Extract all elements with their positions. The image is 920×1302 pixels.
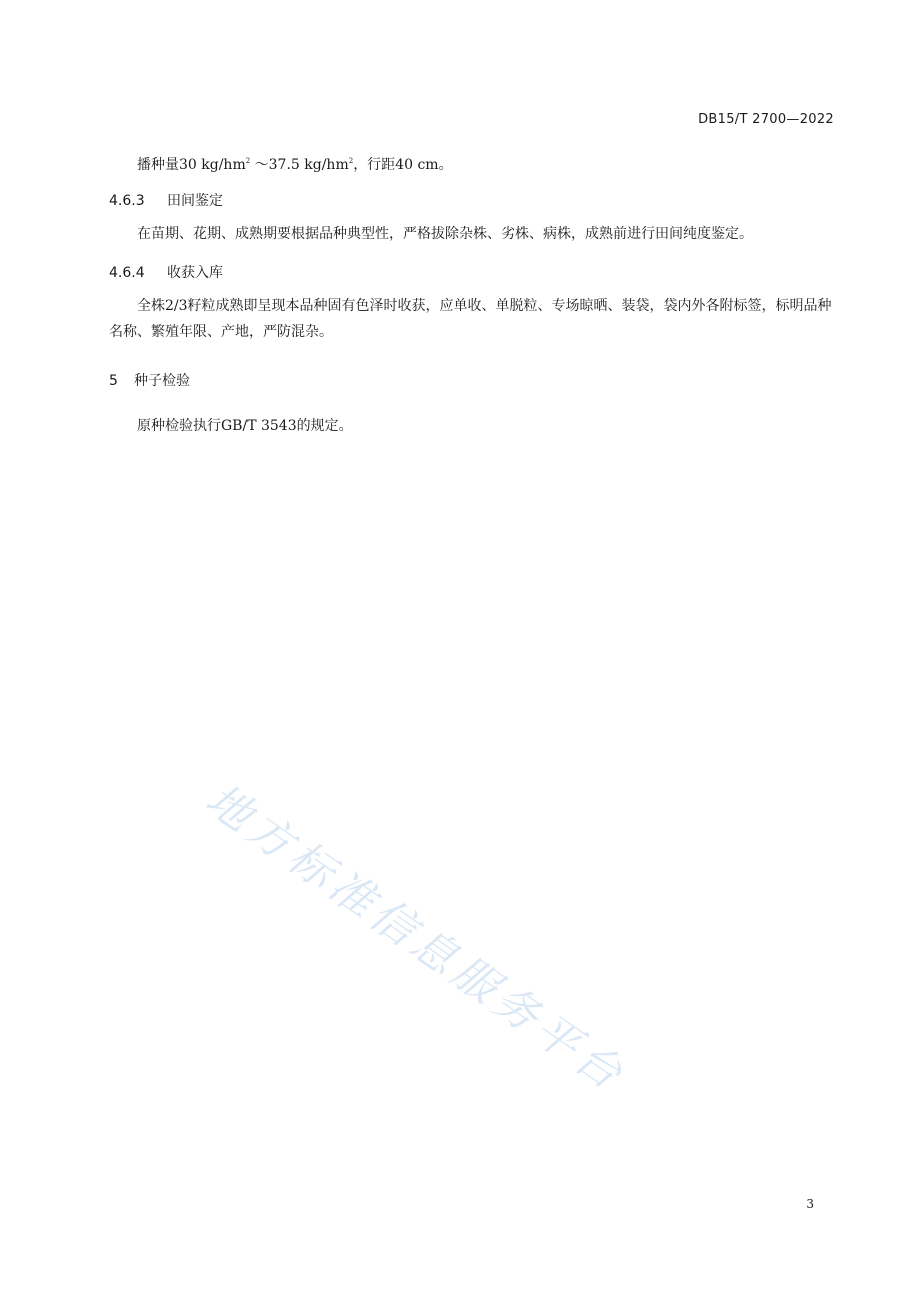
seeding-text-1: 播种量30 kg/hm: [137, 157, 246, 173]
section-title: 收获入库: [167, 265, 223, 281]
page-number: 3: [806, 1197, 814, 1211]
seeding-rate-paragraph: [109, 148, 833, 178]
harvest-storage-paragraph: 全株2/3籽粒成熟即呈现本品种固有色泽时收获，应单收、单脱粒、专场晾晒、装袋，袋内外各附标签，标明品种名称、繁殖年限、产地，严防混杂。: [109, 298, 832, 340]
section-title: 种子检验: [134, 373, 190, 389]
seeding-text-3: ，行距40 cm。: [353, 157, 453, 173]
section-number: 4.6.4: [109, 265, 145, 281]
watermark: 地方标准信息服务平台: [196, 774, 636, 1103]
seed-testing-paragraph: 原种检验执行GB/T 3543的规定。: [137, 418, 353, 434]
section-4-6-4-heading: [109, 262, 223, 282]
section-number: 5: [109, 373, 118, 389]
section-number: 4.6.3: [109, 193, 145, 209]
superscript-1: 2: [245, 157, 251, 165]
seeding-text-2: ～37.5 kg/hm: [250, 157, 349, 173]
section-4-6-3-heading: [109, 190, 223, 210]
standard-code: DB15/T 2700—2022: [698, 112, 834, 127]
superscript-2: 2: [348, 157, 354, 165]
section-5-heading: [109, 370, 190, 390]
section-title: 田间鉴定: [167, 193, 223, 209]
field-identification-paragraph: 在苗期、花期、成熟期要根据品种典型性，严格拔除杂株、劣株、病株，成熟前进行田间纯度鉴定。: [137, 226, 753, 242]
